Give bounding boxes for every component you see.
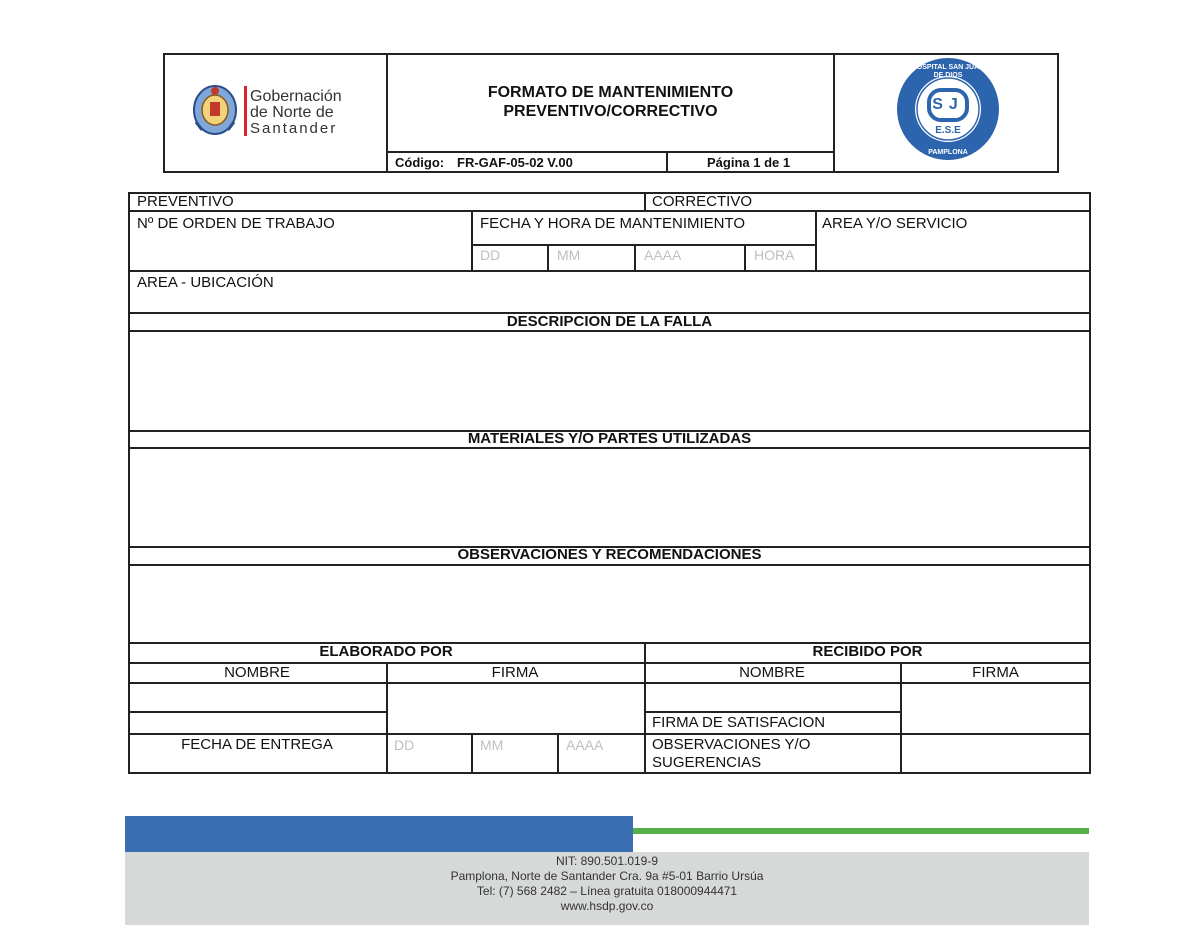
document-title-line2: PREVENTIVO/CORRECTIVO <box>503 103 718 120</box>
descripcion-falla-field[interactable] <box>130 332 1089 428</box>
footer-green-line <box>633 828 1089 834</box>
header-divider <box>666 151 668 173</box>
preventivo-checkbox[interactable] <box>300 192 640 210</box>
firma-satisfacion-label: FIRMA DE SATISFACION <box>652 714 826 731</box>
recibido-nombre-label: NOMBRE <box>739 664 805 681</box>
header-divider <box>386 151 835 153</box>
elaborado-firma-label: FIRMA <box>491 664 539 681</box>
hospital-city: PAMPLONA <box>928 149 968 156</box>
footer-address: Pamplona, Norte de Santander Cra. 9a #5-01 Barrio Ursúa <box>450 869 764 883</box>
footer-phone: Tel: (7) 568 2482 – Línea gratuita 018000944471 <box>476 884 738 898</box>
hospital-ring-text: HOSPITAL SAN JUAN DE DIOS <box>911 64 985 79</box>
footer-website-link[interactable]: www.hsdp.gov.co <box>560 899 654 913</box>
area-ubicacion-field[interactable] <box>300 272 1088 310</box>
entrega-aaaa-field[interactable]: AAAA <box>566 737 604 753</box>
materiales-heading: MATERIALES Y/O PARTES UTILIZADAS <box>467 430 752 447</box>
materiales-field[interactable] <box>130 449 1089 545</box>
descripcion-falla-heading: DESCRIPCION DE LA FALLA <box>506 313 713 330</box>
elaborado-nombre-label: NOMBRE <box>224 664 290 681</box>
recibido-por-heading: RECIBIDO POR <box>812 643 923 660</box>
entrega-dd-field[interactable]: DD <box>394 737 415 753</box>
page-number: Página 1 de 1 <box>707 155 791 170</box>
recibido-nombre-field[interactable] <box>646 684 898 710</box>
obs-sugerencias-field[interactable] <box>902 735 1089 772</box>
hospital-initials: SJ <box>932 96 964 113</box>
hospital-ese: E.S.E <box>935 125 961 136</box>
elaborado-nombre-field[interactable] <box>130 684 384 730</box>
logo-text-line2: de Norte de <box>250 104 334 121</box>
fecha-mm-field[interactable]: MM <box>557 247 581 263</box>
gobernacion-logo <box>190 80 370 144</box>
orden-trabajo-label: Nº DE ORDEN DE TRABAJO <box>137 215 335 232</box>
correctivo-checkbox[interactable] <box>780 192 1088 210</box>
hora-field[interactable]: HORA <box>754 247 795 263</box>
preventivo-label: PREVENTIVO <box>137 193 234 210</box>
code-value: FR-GAF-05-02 V.00 <box>457 155 573 170</box>
fecha-entrega-label: FECHA DE ENTREGA <box>181 736 333 753</box>
recibido-firma-label: FIRMA <box>972 664 1019 681</box>
area-ubicacion-label: AREA - UBICACIÓN <box>137 274 274 291</box>
recibido-firma-field[interactable] <box>902 684 1089 732</box>
header-divider <box>833 53 835 173</box>
document-title-line1: FORMATO DE MANTENIMIENTO <box>487 84 734 101</box>
footer-nit: NIT: 890.501.019-9 <box>555 854 659 868</box>
obs-sugerencias-label-line1: OBSERVACIONES Y/O <box>652 736 811 753</box>
fecha-hora-label: FECHA Y HORA DE MANTENIMIENTO <box>480 215 746 232</box>
logo-red-bar <box>244 86 247 136</box>
code-label: Código: <box>395 155 445 170</box>
correctivo-label: CORRECTIVO <box>652 193 753 210</box>
observaciones-field[interactable] <box>130 566 1089 640</box>
fecha-dd-field[interactable]: DD <box>480 247 501 263</box>
hospital-logo <box>895 56 1001 162</box>
elaborado-por-heading: ELABORADO POR <box>319 643 453 660</box>
fecha-aaaa-field[interactable]: AAAA <box>644 247 682 263</box>
area-servicio-label: AREA Y/O SERVICIO <box>822 215 968 232</box>
footer-blue-bar <box>125 816 633 852</box>
entrega-mm-field[interactable]: MM <box>480 737 504 753</box>
elaborado-firma-field[interactable] <box>388 684 642 732</box>
observaciones-heading: OBSERVACIONES Y RECOMENDACIONES <box>457 546 762 563</box>
obs-sugerencias-label-line2: SUGERENCIAS <box>652 754 762 771</box>
orden-trabajo-field[interactable] <box>130 234 469 268</box>
area-servicio-field[interactable] <box>817 234 1089 268</box>
coat-of-arms-icon <box>190 82 240 138</box>
logo-text-line3: Santander <box>250 120 338 137</box>
logo-text-line1: Gobernación <box>250 88 342 105</box>
